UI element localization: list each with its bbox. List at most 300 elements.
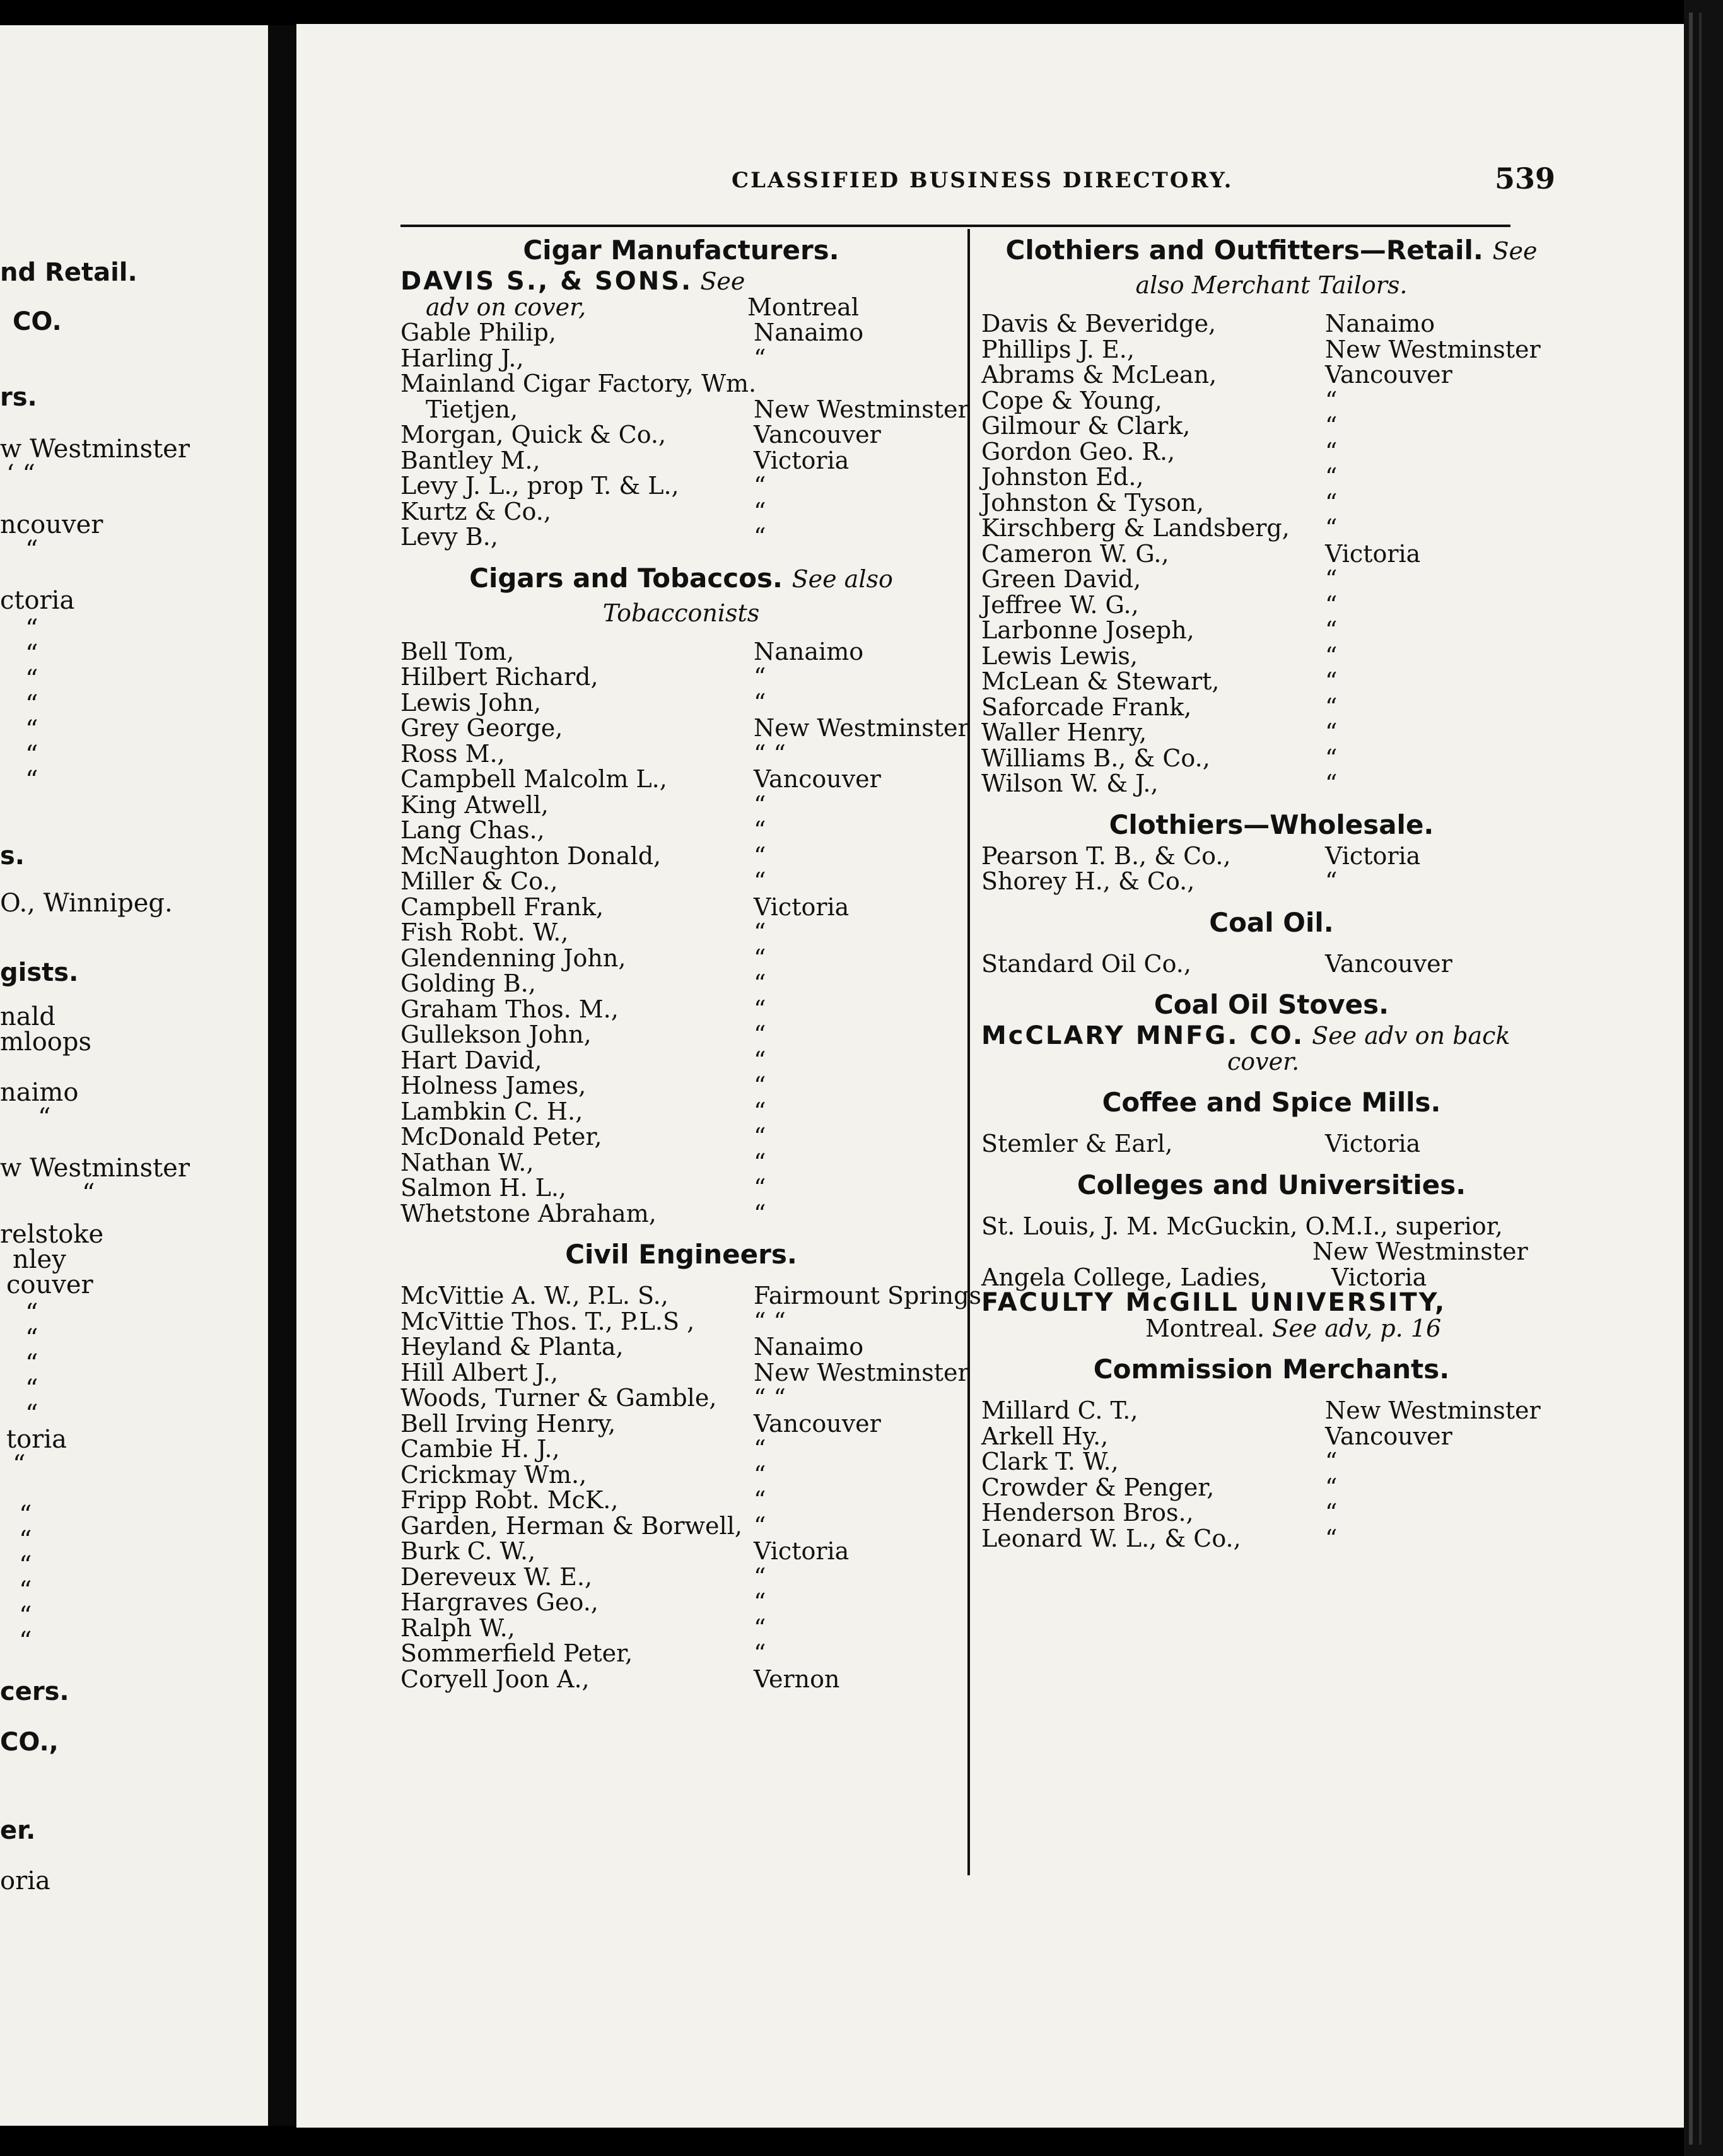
- commission-merchants-list: [981, 1398, 1562, 1551]
- coal-oil-list: [981, 951, 1562, 977]
- directory-entry: [400, 971, 962, 997]
- featured-entry-mcgill-cont: Montreal. See adv, p. 16: [1145, 1314, 1442, 1342]
- entry-name: Levy B.,: [400, 523, 498, 551]
- left-page-text: nald: [0, 1002, 56, 1031]
- left-page-text: “: [25, 741, 38, 770]
- left-page-text: “: [19, 1526, 32, 1555]
- coffee-spice-list: [981, 1131, 1562, 1157]
- entry-name: McVittie A. W., P.L. S.,: [400, 1282, 669, 1309]
- entry-name: Hilbert Richard,: [400, 663, 599, 691]
- left-page-text: “: [13, 1450, 26, 1479]
- entry-place: Victoria: [754, 446, 850, 474]
- left-page-text: gists.: [0, 958, 79, 987]
- entry-name: Gable Philip,: [400, 319, 556, 346]
- clothiers-wholesale-list: [981, 843, 1562, 894]
- directory-entry: [400, 1150, 962, 1176]
- entry-name: Levy J. L., prop T. & L.,: [400, 472, 679, 500]
- page-edge: [1684, 0, 1723, 2156]
- directory-entry: [981, 592, 1562, 618]
- directory-entry: [400, 1022, 962, 1048]
- entry-name: Lang Chas.,: [400, 816, 545, 844]
- directory-entry: [400, 395, 969, 423]
- entry-name: Johnston Ed.,: [981, 463, 1144, 491]
- left-page-text: nd Retail.: [0, 258, 137, 287]
- entry-name: Campbell Malcolm L.,: [400, 765, 667, 793]
- directory-entry: [400, 843, 962, 869]
- entry-place: “: [754, 1588, 766, 1616]
- column-divider: [967, 229, 970, 1875]
- entry-name: Pearson T. B., & Co.,: [981, 841, 1231, 870]
- section-note-tobacconists: Tobacconists: [602, 599, 760, 627]
- directory-entry: [400, 1175, 962, 1201]
- entry-name: Larbonne Joseph,: [981, 616, 1194, 644]
- directory-entry: [981, 951, 1562, 977]
- entry-place: “: [1325, 1499, 1338, 1526]
- entry-place: Vancouver: [754, 1409, 881, 1438]
- section-heading-cigars-tobaccos: Cigars and Tobaccos. See also: [469, 562, 893, 594]
- directory-entry: [981, 843, 1562, 869]
- directory-entry: [400, 1201, 962, 1227]
- civil-engineers-list: [400, 1282, 981, 1693]
- directory-entry: [400, 920, 962, 946]
- entry-name: Morgan, Quick & Co.,: [400, 421, 667, 448]
- entry-name: Sommerfield Peter,: [400, 1639, 633, 1667]
- entry-name: Coryell Joon A.,: [400, 1665, 590, 1693]
- left-page-text: nley: [13, 1245, 66, 1274]
- entry-name: Fish Robt. W.,: [400, 918, 569, 946]
- directory-entry: [981, 869, 1562, 894]
- directory-entry: [400, 766, 962, 792]
- directory-entry: [981, 1475, 1562, 1501]
- entry-name: Holness James,: [400, 1072, 587, 1099]
- entry-place: “: [754, 1486, 766, 1514]
- entry-place: “: [1325, 770, 1338, 797]
- left-page-text: “: [19, 1627, 32, 1656]
- directory-entry: [400, 946, 962, 971]
- entry-name: Crickmay Wm.,: [400, 1460, 587, 1489]
- entry-place: “: [754, 1435, 766, 1463]
- entry-place: “: [1325, 867, 1338, 895]
- entry-place: “: [754, 1460, 766, 1489]
- right-column: [981, 232, 1562, 1551]
- directory-entry: [981, 541, 1562, 567]
- entry-place: “: [1325, 693, 1338, 721]
- entry-name: Bantley M.,: [400, 446, 540, 474]
- entry-place: Vancouver: [1325, 949, 1452, 978]
- entry-place: “: [1325, 565, 1338, 593]
- entry-place: “: [1325, 642, 1338, 670]
- section-heading-clothiers-wholesale: Clothiers—Wholesale.: [1109, 809, 1434, 840]
- cigar-manufacturers-list: [400, 319, 969, 551]
- directory-entry: [400, 639, 962, 665]
- entry-name: Waller Henry,: [981, 718, 1147, 746]
- directory-entry: [400, 1334, 962, 1360]
- directory-entry: [400, 1513, 962, 1539]
- left-page-text: “: [25, 1324, 38, 1353]
- entry-name: Bell Irving Henry,: [400, 1409, 616, 1438]
- entry-name: Shorey H., & Co.,: [981, 867, 1195, 895]
- entry-name: Burk C. W.,: [400, 1537, 536, 1565]
- entry-place: “ “: [754, 1307, 786, 1335]
- entry-place: “: [754, 1123, 766, 1151]
- section-heading-commission-merchants: Commission Merchants.: [1093, 1354, 1450, 1385]
- directory-entry: [400, 499, 962, 525]
- left-page-text: “: [25, 1299, 38, 1328]
- entry-name: McLean & Stewart,: [981, 667, 1220, 695]
- entry-place: “: [754, 1562, 766, 1591]
- directory-entry: [400, 346, 962, 372]
- directory-entry: [400, 997, 962, 1022]
- directory-entry: [400, 1538, 962, 1564]
- directory-entry: [400, 1487, 962, 1513]
- directory-entry: [981, 464, 1562, 490]
- section-note-merchant-tailors: also Merchant Tailors.: [1135, 271, 1408, 299]
- featured-entry-mcclary: McCLARY MNFG. CO. See adv on back: [981, 1021, 1510, 1050]
- section-heading-coal-oil-stoves: Coal Oil Stoves.: [1154, 989, 1389, 1020]
- entry-name: Bell Tom,: [400, 637, 515, 665]
- entry-place: “: [1325, 412, 1338, 440]
- directory-entry: [981, 1398, 1562, 1424]
- entry-place: Vancouver: [754, 765, 881, 793]
- directory-entry: [981, 515, 1562, 541]
- entry-place: “: [754, 816, 766, 844]
- entry-place: Vancouver: [1325, 361, 1452, 389]
- entry-name: Gilmour & Clark,: [981, 412, 1191, 440]
- left-page-text: naimo: [0, 1078, 79, 1107]
- entry-name: Dereveux W. E.,: [400, 1562, 593, 1591]
- entry-name: Tietjen,: [426, 395, 518, 423]
- directory-entry: [981, 1449, 1562, 1475]
- entry-place: “: [1325, 744, 1338, 772]
- entry-place: Nanaimo: [754, 637, 864, 665]
- section-heading-clothiers-retail: Clothiers and Outfitters—Retail. See: [1005, 235, 1538, 266]
- left-page-text: “: [82, 1179, 95, 1208]
- directory-entry: [400, 1309, 962, 1335]
- entry-place: “: [1325, 463, 1338, 491]
- entry-name: Lambkin C. H.,: [400, 1097, 583, 1125]
- entry-place: “: [1325, 386, 1338, 414]
- directory-entry: [400, 1411, 962, 1437]
- directory-entry: [981, 669, 1562, 694]
- entry-name: King Atwell,: [400, 790, 549, 819]
- left-page-text: w Westminster: [0, 435, 190, 464]
- entry-name: Graham Thos. M.,: [400, 995, 619, 1023]
- directory-entry: [981, 413, 1562, 439]
- directory-entry: [400, 1436, 962, 1462]
- left-page-text: “: [25, 536, 38, 565]
- directory-entry: [981, 388, 1562, 414]
- left-page-text: couver: [6, 1270, 93, 1299]
- entry-place: Victoria: [1325, 1130, 1421, 1157]
- left-page-text: “: [25, 1349, 38, 1378]
- directory-entry: [981, 643, 1562, 669]
- entry-name: Clark T. W.,: [981, 1448, 1119, 1475]
- college-entry-st-louis: St. Louis, J. M. McGuckin, O.M.I., superior,: [981, 1212, 1503, 1240]
- entry-place: Nanaimo: [754, 319, 864, 346]
- left-page-text: ctoria: [0, 586, 75, 615]
- featured-entry-mcclary-cont: cover.: [1227, 1047, 1300, 1075]
- entry-place: “: [754, 1097, 766, 1125]
- entry-name: Cameron W. G.,: [981, 539, 1169, 568]
- entry-name: Standard Oil Co.,: [981, 949, 1191, 978]
- entry-name: Woods, Turner & Gamble,: [400, 1384, 717, 1412]
- running-title: CLASSIFIED BUSINESS DIRECTORY.: [732, 168, 1234, 193]
- entry-name: Abrams & McLean,: [981, 361, 1217, 389]
- directory-entry: [400, 1048, 962, 1074]
- entry-name: Lewis Lewis,: [981, 642, 1138, 670]
- directory-entry: [981, 362, 1562, 388]
- entry-place: Victoria: [1325, 539, 1421, 568]
- book-spine: [268, 25, 296, 2126]
- entry-name: Millard C. T.,: [981, 1397, 1138, 1424]
- entry-place: “: [1325, 1524, 1338, 1552]
- entry-name: Garden, Herman & Borwell,: [400, 1511, 742, 1540]
- entry-name: Salmon H. L.,: [400, 1174, 566, 1202]
- entry-place: “ “: [754, 739, 786, 768]
- entry-name: Miller & Co.,: [400, 867, 558, 895]
- entry-name: Kirschberg & Landsberg,: [981, 514, 1290, 542]
- entry-place: “ “: [754, 1384, 786, 1412]
- left-page-text: cers.: [0, 1677, 69, 1706]
- directory-entry: [400, 1358, 969, 1386]
- entry-place: “: [1325, 488, 1338, 517]
- left-page-text: oria: [0, 1866, 50, 1895]
- left-page-text: “: [25, 1374, 38, 1403]
- left-page-text: “: [25, 766, 38, 795]
- entry-name: Ralph W.,: [400, 1614, 515, 1642]
- entry-place: “: [754, 1072, 766, 1099]
- entry-place: “: [754, 344, 766, 372]
- entry-place: “: [754, 688, 766, 717]
- left-page-text: “: [25, 715, 38, 744]
- entry-place: “: [754, 663, 766, 691]
- directory-entry: [400, 473, 962, 499]
- entry-place: “: [754, 1199, 766, 1227]
- entry-place: Nanaimo: [1325, 310, 1435, 337]
- entry-name: Arkell Hy.,: [981, 1422, 1109, 1450]
- left-page-fragment: [0, 25, 268, 2126]
- entry-place: Vancouver: [754, 421, 881, 448]
- college-entry-st-louis-place: New Westminster: [1312, 1238, 1528, 1265]
- directory-entry: [981, 1131, 1562, 1157]
- directory-entry: [981, 439, 1562, 465]
- header-rule: [400, 225, 1510, 227]
- entry-name: Glendenning John,: [400, 944, 626, 972]
- entry-name: Gullekson John,: [400, 1021, 592, 1048]
- entry-place: “: [1325, 590, 1338, 619]
- directory-entry: [400, 690, 962, 716]
- left-page-text: “: [25, 690, 38, 719]
- left-page-text: toria: [6, 1425, 67, 1454]
- section-heading-colleges: Colleges and Universities.: [1077, 1169, 1466, 1200]
- entry-name: Hart David,: [400, 1046, 542, 1074]
- entry-place: “: [1325, 514, 1338, 542]
- section-heading-cigar-manufacturers: Cigar Manufacturers.: [523, 235, 839, 266]
- directory-entry: [400, 1124, 962, 1150]
- left-page-text: O., Winnipeg.: [0, 889, 173, 918]
- entry-name: McDonald Peter,: [400, 1123, 602, 1151]
- entry-place: “: [754, 995, 766, 1023]
- featured-entry-mcgill: FACULTY McGILL UNIVERSITY,: [981, 1288, 1447, 1317]
- entry-name: McVittie Thos. T., P.L.S ,: [400, 1307, 695, 1335]
- directory-entry: [400, 894, 962, 920]
- left-page-text: s.: [0, 841, 25, 870]
- directory-entry: [981, 618, 1562, 643]
- entry-place: “: [754, 1021, 766, 1048]
- left-page-text: mloops: [0, 1028, 92, 1057]
- left-page-text: ncouver: [0, 510, 103, 539]
- clothiers-retail-list: [981, 311, 1562, 797]
- left-page-text: “: [25, 614, 38, 643]
- entry-place: “: [754, 1174, 766, 1202]
- entry-name: Kurtz & Co.,: [400, 497, 551, 525]
- section-heading-civil-engineers: Civil Engineers.: [565, 1239, 797, 1270]
- entry-place: “: [1325, 718, 1338, 746]
- left-page-text: “: [19, 1501, 32, 1530]
- left-page-text: “: [38, 1103, 51, 1132]
- directory-entry: [400, 448, 962, 474]
- directory-entry: [981, 694, 1562, 720]
- entry-place: “: [1325, 616, 1338, 644]
- entry-place: “: [754, 944, 766, 972]
- left-page-text: w Westminster: [0, 1154, 190, 1183]
- entry-place: “: [754, 970, 766, 997]
- directory-entry: [981, 746, 1562, 771]
- entry-place: “: [754, 1148, 766, 1176]
- section-heading-coal-oil: Coal Oil.: [1209, 906, 1334, 938]
- entry-name: Harling J.,: [400, 344, 524, 372]
- directory-entry: [400, 1462, 962, 1488]
- left-page-text: ‘ “: [6, 460, 35, 489]
- section-heading-coffee-spice: Coffee and Spice Mills.: [1102, 1087, 1441, 1118]
- left-page-text: “: [25, 665, 38, 694]
- directory-entry: [400, 714, 969, 742]
- entry-place: “: [754, 918, 766, 946]
- entry-name: Heyland & Planta,: [400, 1333, 624, 1361]
- entry-place: “: [754, 1046, 766, 1074]
- directory-entry: [400, 1667, 962, 1692]
- left-page-text: “: [25, 640, 38, 669]
- entry-place: “: [754, 472, 766, 500]
- entry-name: Campbell Frank,: [400, 893, 604, 921]
- entry-place: Vernon: [754, 1665, 840, 1693]
- left-page-text: “: [25, 1400, 38, 1429]
- entry-place: “: [1325, 1448, 1338, 1475]
- directory-entry: [981, 490, 1562, 516]
- entry-name: Cambie H. J.,: [400, 1435, 560, 1463]
- directory-entry: [981, 1526, 1562, 1552]
- directory-entry: [981, 311, 1562, 337]
- directory-entry: [400, 1385, 962, 1411]
- left-page-text: “: [19, 1551, 32, 1580]
- directory-entry: [400, 1282, 981, 1309]
- left-column: [400, 232, 981, 1693]
- entry-place: Victoria: [1325, 841, 1421, 870]
- directory-entry: [400, 792, 962, 818]
- entry-name: Crowder & Penger,: [981, 1473, 1215, 1501]
- directory-entry: [400, 1564, 962, 1590]
- entry-name: Cope & Young,: [981, 386, 1162, 414]
- left-page-text: CO.,: [0, 1728, 59, 1757]
- entry-place: “: [754, 523, 766, 551]
- left-page-text: CO.: [13, 307, 62, 336]
- entry-place: “: [1325, 667, 1338, 695]
- cigars-tobaccos-list: [400, 637, 969, 1227]
- directory-entry: [981, 720, 1562, 746]
- entry-place: “: [754, 497, 766, 525]
- directory-entry: [400, 1641, 962, 1667]
- entry-place: “: [754, 867, 766, 895]
- entry-place: Victoria: [754, 1537, 850, 1565]
- college-entry-angela: Angela College, Ladies, Victoria: [981, 1263, 1427, 1291]
- entry-name: Mainland Cigar Factory, Wm.: [400, 370, 757, 397]
- entry-name: Phillips J. E.,: [981, 335, 1135, 363]
- directory-entry: [400, 320, 962, 346]
- entry-name: Stemler & Earl,: [981, 1130, 1173, 1157]
- left-page-text: relstoke: [0, 1220, 104, 1249]
- directory-entry: [400, 1590, 962, 1615]
- directory-entry: [981, 771, 1562, 797]
- directory-entry: [400, 664, 962, 690]
- entry-place: “: [754, 790, 766, 819]
- entry-name: Leonard W. L., & Co.,: [981, 1524, 1241, 1552]
- entry-name: Gordon Geo. R.,: [981, 437, 1176, 466]
- directory-entry: [400, 741, 962, 767]
- entry-place: “: [754, 1614, 766, 1642]
- entry-name: Fripp Robt. McK.,: [400, 1486, 619, 1514]
- entry-name: Whetstone Abraham,: [400, 1199, 657, 1227]
- left-page-text: “: [19, 1602, 32, 1631]
- entry-name: Johnston & Tyson,: [981, 488, 1204, 517]
- directory-entry: [981, 337, 1562, 363]
- entry-name: Golding B.,: [400, 970, 536, 997]
- entry-place: “: [754, 1511, 766, 1540]
- left-page-text: er.: [0, 1816, 36, 1845]
- featured-entry-davis-cont: adv on cover, Montreal: [426, 293, 859, 321]
- entry-name: Henderson Bros.,: [981, 1499, 1194, 1526]
- left-page-text: rs.: [0, 383, 37, 412]
- directory-page: [296, 24, 1684, 2128]
- entry-place: New Westminster: [754, 395, 969, 423]
- entry-name: Hargraves Geo.,: [400, 1588, 599, 1616]
- directory-entry: [400, 422, 962, 448]
- directory-entry: [400, 524, 962, 550]
- entry-place: “: [754, 841, 766, 870]
- entry-name: Jeffree W. G.,: [981, 590, 1139, 619]
- entry-name: Wilson W. & J.,: [981, 770, 1159, 797]
- entry-name: Nathan W.,: [400, 1148, 534, 1176]
- entry-place: Fairmount Springs: [754, 1282, 981, 1309]
- directory-entry: [400, 371, 962, 397]
- left-page-text: “: [19, 1576, 32, 1605]
- entry-place: “: [1325, 1473, 1338, 1501]
- entry-place: Victoria: [754, 893, 850, 921]
- entry-place: Vancouver: [1325, 1422, 1452, 1450]
- entry-name: Williams B., & Co.,: [981, 744, 1210, 772]
- directory-entry: [400, 1615, 962, 1641]
- entry-place: Nanaimo: [754, 1333, 864, 1361]
- entry-name: Grey George,: [400, 714, 563, 742]
- entry-place: New Westminster: [754, 1358, 969, 1386]
- entry-place: “: [1325, 437, 1338, 466]
- entry-name: Lewis John,: [400, 688, 542, 717]
- directory-entry: [400, 869, 962, 894]
- entry-name: McNaughton Donald,: [400, 841, 662, 870]
- entry-name: Davis & Beveridge,: [981, 310, 1217, 337]
- entry-name: Hill Albert J.,: [400, 1358, 559, 1386]
- directory-entry: [981, 1424, 1562, 1450]
- directory-entry: [400, 1099, 962, 1125]
